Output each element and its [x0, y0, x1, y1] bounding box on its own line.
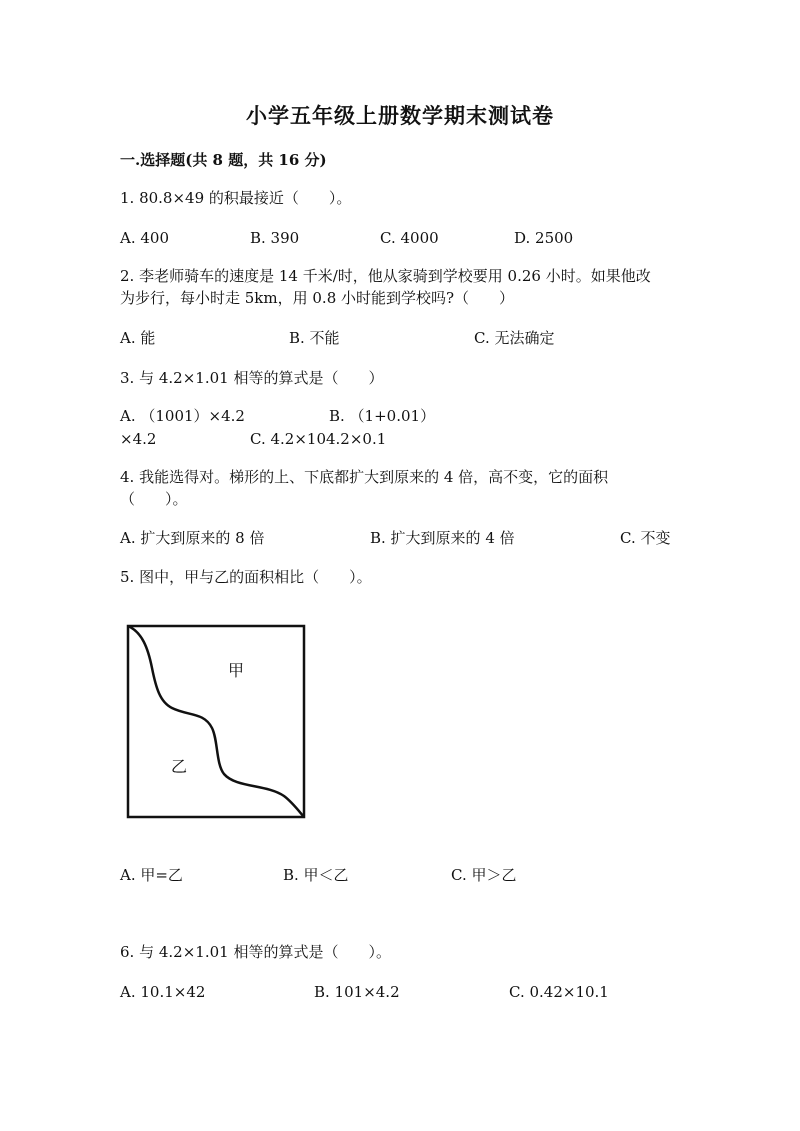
page-title: 小学五年级上册数学期末测试卷: [246, 103, 554, 128]
question-4-stem-line1: 4. 我能选得对。梯形的上、下底都扩大到原来的 4 倍，高不变，它的面积: [120, 468, 609, 486]
label-jia: 甲: [228, 661, 245, 680]
question-1-option-b: B. 390: [250, 229, 300, 247]
question-1-option-c: C. 4000: [380, 229, 439, 247]
question-3-option-b: B. （1+0.01）: [329, 407, 436, 425]
area-comparison-figure: [126, 624, 308, 824]
question-1-option-a: A. 400: [120, 229, 169, 247]
question-6-stem: 6. 与 4.2×1.01 相等的算式是（ ）。: [120, 943, 391, 961]
question-4-stem-line2: （ ）。: [120, 490, 188, 508]
question-2-option-c: C. 无法确定: [474, 329, 555, 347]
question-3-option-c: C. 4.2×104.2×0.1: [250, 430, 387, 448]
question-2-option-b: B. 不能: [289, 329, 340, 347]
question-4-option-c: C. 不变: [620, 529, 671, 547]
label-yi: 乙: [171, 757, 188, 776]
question-2-option-a: A. 能: [120, 329, 156, 347]
question-3-option-b-cont: ×4.2: [120, 430, 157, 448]
question-5-stem: 5. 图中，甲与乙的面积相比（ ）。: [120, 568, 372, 586]
dividing-curve: [128, 626, 304, 817]
question-6-option-a: A. 10.1×42: [120, 983, 206, 1001]
question-6-option-b: B. 101×4.2: [314, 983, 400, 1001]
question-3-option-a: A. （1001）×4.2: [120, 407, 245, 425]
question-4-option-b: B. 扩大到原来的 4 倍: [370, 529, 515, 547]
question-2-stem-line2: 为步行，每小时走 5km，用 0.8 小时能到学校吗?（ ）: [120, 289, 515, 307]
question-5-option-a: A. 甲=乙: [120, 866, 183, 884]
square-with-curve-diagram: [126, 624, 308, 820]
section-heading: 一.选择题(共 8 题，共 16 分): [120, 151, 327, 169]
question-3-stem: 3. 与 4.2×1.01 相等的算式是（ ）: [120, 369, 384, 387]
question-5-option-b: B. 甲＜乙: [283, 866, 349, 884]
question-5-option-c: C. 甲＞乙: [451, 866, 517, 884]
square-outline: [128, 626, 304, 817]
question-1-stem: 1. 80.8×49 的积最接近（ ）。: [120, 189, 352, 207]
question-4-option-a: A. 扩大到原来的 8 倍: [120, 529, 265, 547]
question-6-option-c: C. 0.42×10.1: [509, 983, 609, 1001]
question-2-stem-line1: 2. 李老师骑车的速度是 14 千米/时，他从家骑到学校要用 0.26 小时。如果他改: [120, 267, 651, 285]
question-1-option-d: D. 2500: [514, 229, 574, 247]
